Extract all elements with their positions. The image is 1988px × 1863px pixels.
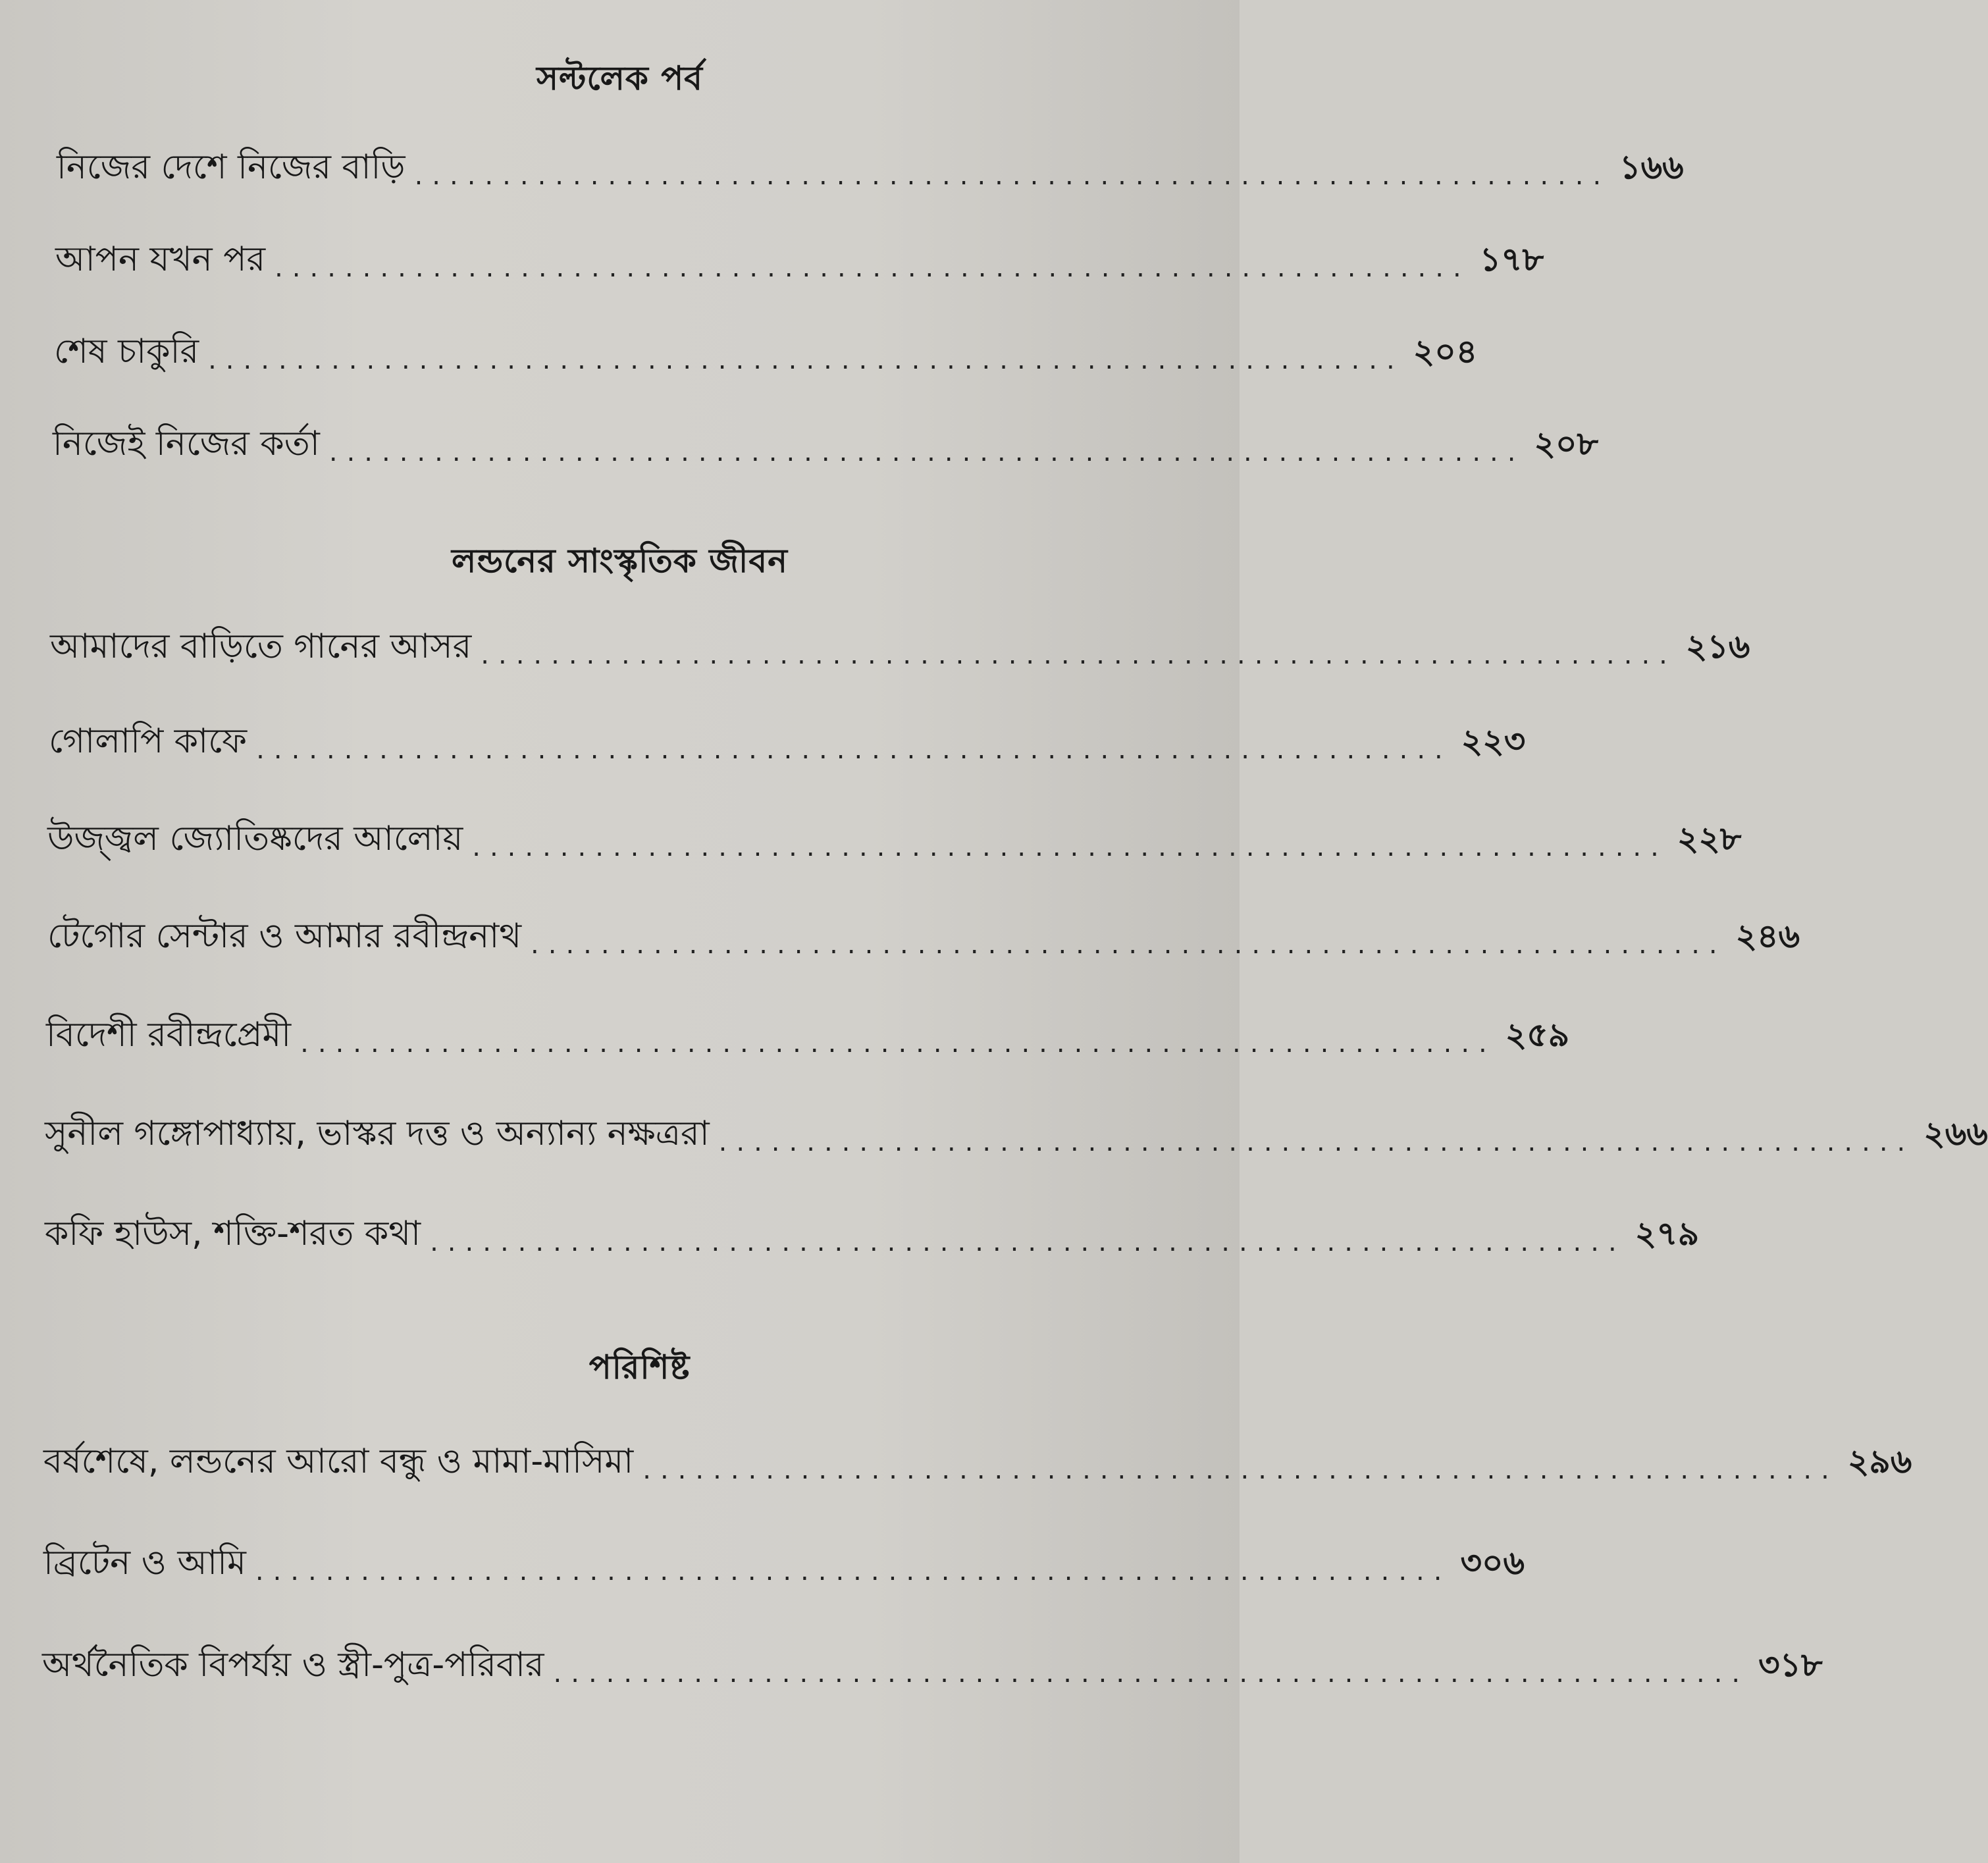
entry-title: সুনীল গঙ্গোপাধ্যায়, ভাস্কর দত্ত ও অন্যান্য নক্ষত্ররা: [45, 1114, 710, 1153]
entry-title: কফি হাউস, শক্তি-শরত কথা: [45, 1214, 421, 1253]
toc-entry[interactable]: [46, 1015, 1570, 1065]
entry-title: বিদেশী রবীন্দ্রপ্রেমী: [46, 1015, 292, 1055]
dot-leader: ....................................................................: [414, 161, 1611, 191]
dot-leader: ....................................................................: [642, 1455, 1839, 1485]
section-heading-appendix: পরিশিষ্ট: [589, 1348, 691, 1386]
entry-title: উজ্জ্বল জ্যোতিষ্কদের আলোয়: [47, 819, 463, 858]
entry-title: আমাদের বাড়িতে গানের আসর: [50, 627, 472, 666]
entry-page-number: ৩০৬: [1460, 1544, 1525, 1582]
toc-entry[interactable]: [57, 147, 1684, 197]
dot-leader: ....................................................................: [208, 345, 1404, 375]
dot-leader: ....................................................................: [481, 640, 1677, 670]
entry-page-number: ২০৮: [1534, 425, 1598, 463]
toc-entry[interactable]: [45, 1114, 1988, 1164]
entry-title: অর্থনৈতিক বিপর্যয় ও স্ত্রী-পুত্র-পরিবার: [42, 1645, 544, 1685]
dot-leader: ....................................................................: [472, 832, 1668, 862]
entry-title: টেগোর সেন্টার ও আমার রবীন্দ্রনাথ: [47, 916, 522, 956]
entry-page-number: ২২৮: [1677, 820, 1742, 858]
entry-title: শেষ চাকুরি: [54, 332, 199, 371]
entry-title: আপন যখন পর: [55, 240, 266, 279]
toc-entry[interactable]: [54, 332, 1478, 382]
entry-page-number: ২৬৬: [1923, 1115, 1988, 1153]
entry-page-number: ২০৪: [1413, 332, 1478, 371]
entry-title: নিজের দেশে নিজের বাড়ি: [57, 147, 405, 187]
entry-title: নিজেই নিজের কর্তা: [53, 424, 320, 463]
entry-page-number: ২২৩: [1461, 722, 1526, 760]
dot-leader: ....................................................................: [275, 253, 1471, 283]
dot-leader: ....................................................................: [718, 1127, 1915, 1157]
entry-title: বর্ষশেষে, লন্ডনের আরো বন্ধু ও মামা-মাসিমা: [43, 1442, 634, 1481]
dot-leader: ....................................................................: [300, 1028, 1496, 1059]
toc-entry[interactable]: [45, 1214, 1700, 1264]
entry-page-number: ২৪৬: [1735, 917, 1800, 955]
section-heading-london-culture: লন্ডনের সাংস্কৃতিক জীবন: [451, 542, 788, 580]
dot-leader: ....................................................................: [255, 1556, 1452, 1587]
toc-entry[interactable]: [55, 240, 1544, 290]
toc-entry[interactable]: [47, 916, 1800, 966]
toc-entry[interactable]: [50, 627, 1750, 677]
entry-page-number: ২৭৯: [1635, 1215, 1700, 1253]
dot-leader: ....................................................................: [328, 437, 1525, 467]
entry-page-number: ৩১৮: [1758, 1646, 1823, 1684]
dot-leader: ....................................................................: [531, 930, 1727, 960]
entry-page-number: ১৬৬: [1619, 148, 1684, 186]
toc-entry[interactable]: [42, 1645, 1823, 1695]
entry-page-number: ১৭৮: [1479, 240, 1544, 278]
entry-title: গোলাপি কাফে: [49, 722, 248, 761]
toc-entry[interactable]: [43, 1442, 1912, 1492]
dot-leader: ....................................................................: [256, 735, 1452, 765]
entry-page-number: ২৫৯: [1505, 1016, 1570, 1054]
toc-entry[interactable]: [49, 722, 1526, 772]
entry-page-number: ২৯৬: [1847, 1442, 1912, 1481]
dot-leader: ....................................................................: [430, 1227, 1626, 1257]
section-heading-saltlake: সল্টলেক পর্ব: [536, 59, 704, 97]
dot-leader: ....................................................................: [553, 1658, 1750, 1689]
entry-title: ব্রিটেন ও আমি: [43, 1543, 246, 1583]
toc-entry[interactable]: [53, 424, 1598, 474]
entry-page-number: ২১৬: [1685, 627, 1750, 666]
toc-entry[interactable]: [47, 819, 1742, 869]
toc-entry[interactable]: [43, 1543, 1525, 1593]
